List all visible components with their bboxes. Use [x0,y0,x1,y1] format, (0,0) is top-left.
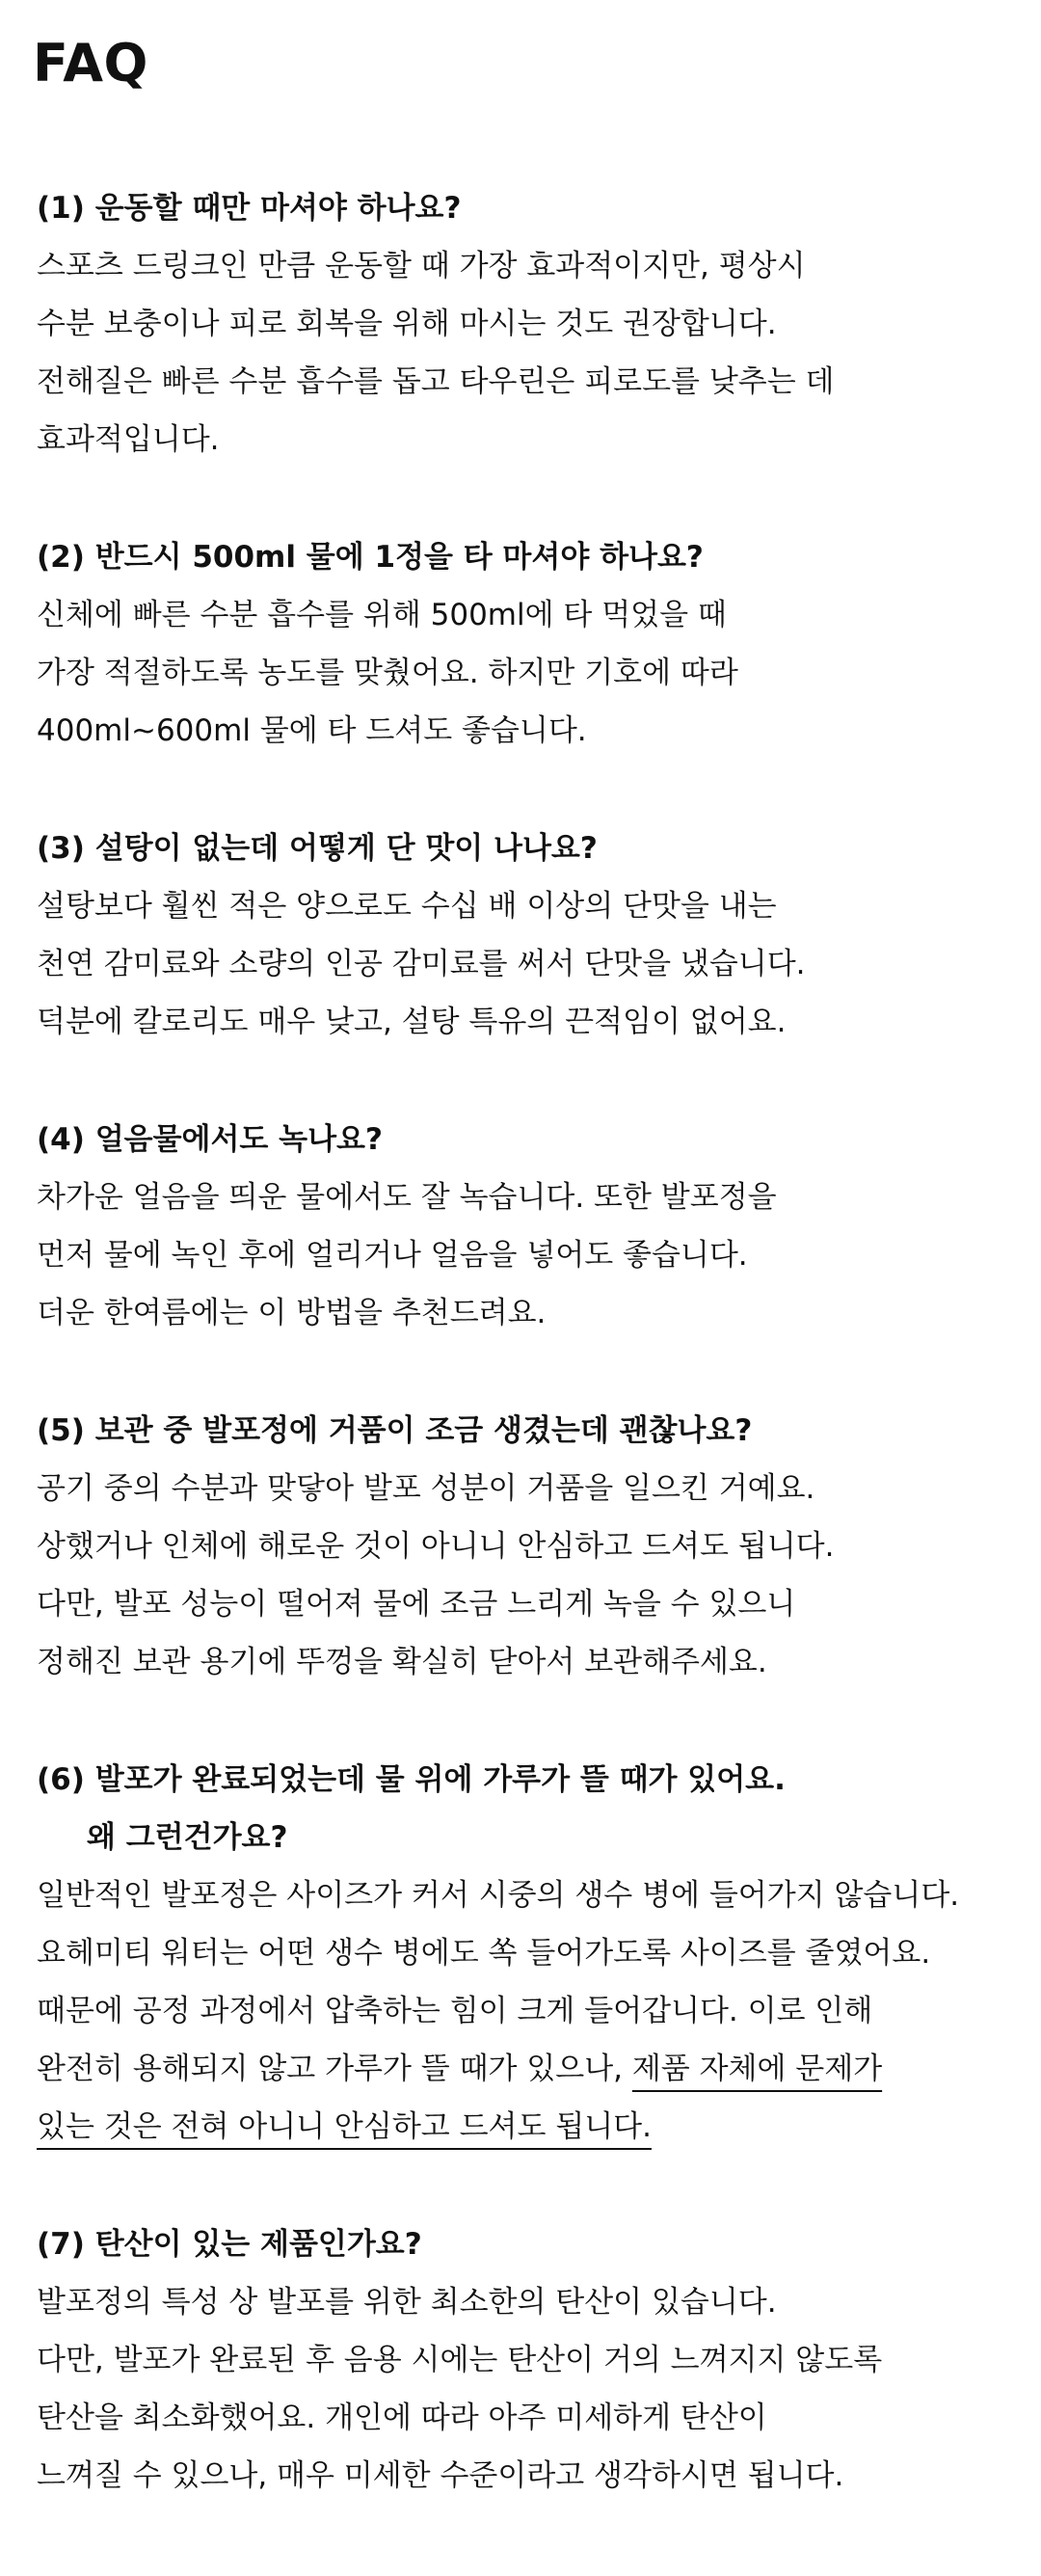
answer-line: 전해질은 빠른 수분 흡수를 돕고 타우린은 피로도를 낮추는 데 [37,364,835,399]
faq-item-6 [37,1751,1010,2156]
question-line: (2) 반드시 500ml 물에 1정을 타 마셔야 하나요? [37,540,704,575]
answer-line: 가장 적절하도록 농도를 맞췄어요. 하지만 기호에 따라 [37,656,738,690]
answer-line: 설탕보다 훨씬 적은 양으로도 수십 배 이상의 단맛을 내는 [37,889,777,924]
faq-answer [37,1460,1010,1691]
answer-line: 덕분에 칼로리도 매우 낮고, 설탕 특유의 끈적임이 없어요. [37,1005,787,1039]
faq-item-4 [37,1111,1010,1342]
faq-answer [37,877,1010,1051]
answer-line: 발포정의 특성 상 발포를 위한 최소한의 탄산이 있습니다. [37,2285,777,2320]
answer-line: 정해진 보관 용기에 뚜껑을 확실히 닫아서 보관해주세요. [37,1645,767,1679]
answer-line: 더운 한여름에는 이 방법을 추천드려요. [37,1296,547,1330]
answer-line: 때문에 공정 과정에서 압축하는 힘이 크게 들어갑니다. 이로 인해 [37,1994,873,2028]
question-line: (3) 설탕이 없는데 어떻게 단 맛이 나나요? [37,831,598,866]
faq-question [37,528,1010,586]
faq-question [37,819,1010,877]
answer-line [37,2040,1010,2098]
question-line: (4) 얼음물에서도 녹나요? [37,1122,383,1157]
faq-question [37,2215,1010,2273]
faq-answer [37,2273,1010,2505]
answer-line: 신체에 빠른 수분 흡수를 위해 500ml에 타 먹었을 때 [37,598,727,632]
faq-item-7 [37,2215,1010,2505]
faq-question [37,179,1010,237]
question-line: (7) 탄산이 있는 제품인가요? [37,2227,422,2262]
answer-line: 상했거나 인체에 해로운 것이 아니니 안심하고 드셔도 됩니다. [37,1529,835,1564]
faq-answer [37,237,1010,469]
answer-line: 차가운 얼음을 띄운 물에서도 잘 녹습니다. 또한 발포정을 [37,1180,777,1215]
faq-item-3 [37,819,1010,1051]
answer-line: 느껴질 수 있으나, 매우 미세한 수준이라고 생각하시면 됩니다. [37,2458,844,2493]
answer-line: 먼저 물에 녹인 후에 얼리거나 얼음을 넣어도 좋습니다. [37,1238,748,1273]
faq-answer [37,1866,1010,2156]
question-line: (6) 발포가 완료되었는데 물 위에 가루가 뜰 때가 있어요. [37,1762,786,1797]
answer-line: 다만, 발포가 완료된 후 음용 시에는 탄산이 거의 느껴지지 않도록 [37,2343,883,2377]
answer-line: 스포츠 드링크인 만큼 운동할 때 가장 효과적이지만, 평상시 [37,249,806,283]
answer-text: 완전히 용해되지 않고 가루가 뜰 때가 있으나, [37,2052,632,2086]
answer-line: 탄산을 최소화했어요. 개인에 따라 아주 미세하게 탄산이 [37,2401,767,2435]
underlined-emphasis: 있는 것은 전혀 아니니 안심하고 드셔도 됩니다. [37,2109,652,2144]
faq-answer [37,586,1010,760]
answer-line: 400ml~600ml 물에 타 드셔도 좋습니다. [37,713,587,748]
faq-question [37,1751,1010,1866]
answer-line: 요헤미티 워터는 어떤 생수 병에도 쏙 들어가도록 사이즈를 줄였어요. [37,1936,931,1971]
faq-item-2 [37,528,1010,760]
question-line: 왜 그런건가요? [87,1820,288,1855]
faq-list [37,179,1010,2505]
faq-item-1 [37,179,1010,469]
faq-question [37,1111,1010,1168]
answer-line: 천연 감미료와 소량의 인공 감미료를 써서 단맛을 냈습니다. [37,947,806,981]
answer-line: 다만, 발포 성능이 떨어져 물에 조금 느리게 녹을 수 있으니 [37,1587,796,1622]
faq-answer [37,1168,1010,1342]
underlined-emphasis: 제품 자체에 문제가 [631,2052,883,2086]
answer-line: 공기 중의 수분과 맞닿아 발포 성분이 거품을 일으킨 거예요. [37,1471,815,1506]
answer-line: 수분 보충이나 피로 회복을 위해 마시는 것도 권장합니다. [37,307,777,341]
faq-question [37,1402,1010,1460]
page-title: FAQ [33,33,148,94]
question-line: (1) 운동할 때만 마셔야 하나요? [37,191,462,226]
question-line: (5) 보관 중 발포정에 거품이 조금 생겼는데 괜찮나요? [37,1413,753,1448]
answer-line: 일반적인 발포정은 사이즈가 커서 시중의 생수 병에 들어가지 않습니다. [37,1878,960,1913]
answer-line: 효과적입니다. [37,422,220,457]
faq-item-5 [37,1402,1010,1691]
